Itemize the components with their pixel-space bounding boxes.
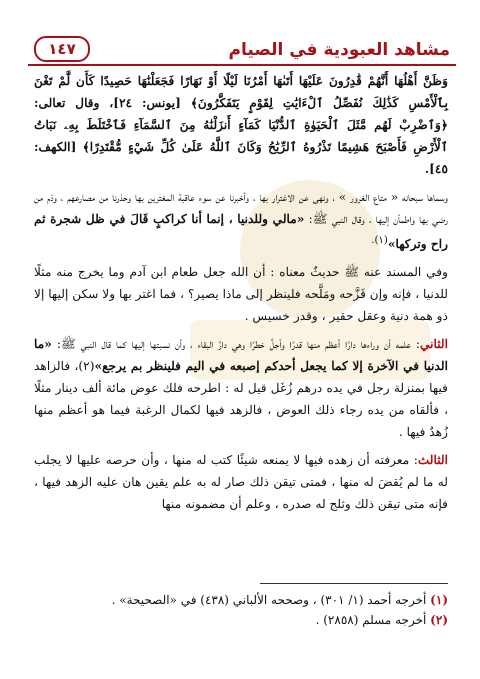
header-rule [28,64,456,66]
footnote-number: (٢) [430,613,448,627]
section-label-second: الثاني [419,337,448,352]
footnote-divider [260,583,448,584]
page-number: ١٤٧ [34,36,90,62]
footnote-2 [34,610,448,630]
footnote-number: (١) [430,593,448,607]
footnote-1 [34,590,448,610]
paragraph-second [34,333,448,443]
footnote-text: أخرجه أحمد (١/ ٣٠١) ، وصححه الألباني (٤٣٨) في «الصحيحة» . [111,593,427,607]
page-header [28,34,456,66]
paragraph-musnad [34,261,448,327]
paragraph-text: وفي المسند عنه ﷺ حديثٌ معناه : أن الله جعل طعام ابن آدم وما يخرج منه مثلًا للدنيا ، فإنه وإن قَزَّحه ومَلَّحه فلينظر إلى ماذا يصير؟ ، فما اغتر بها ولا سكن إليها إلا ذو همة دنية وعقل حقير ، وقدر خسيس . [34,265,448,324]
footnote-text: أخرجه مسلم (٢٨٥٨) . [315,613,427,627]
paragraph-third [34,449,448,515]
hadith-quote: «ما الدنيا في الآخرة إلا كما يجعل أحدكم إصبعه في اليم فلينظر بم يرجع» [34,337,448,374]
verse-text: وَظَنَّ أَهْلُهَا أَنَّهُمْ قَٰدِرُونَ عَلَيْهَا أَتَىٰهَا أَمْرُنَا لَيْلًا أَوْ نَهَارًا فَجَعَلْنَٰهَا حَصِيدًا كَأَن لَّمْ تَغْنَ بِٱلْأَمْسِ كَذَٰلِكَ نُفَصِّلُ ٱلْءَايَٰتِ لِقَوْمٍ يَتَفَكَّرُونَ﴾ [يونس: ٢٤]، وقال تعالى: ﴿وَٱضْرِبْ لَهُم مَّثَلَ ٱلْحَيَوٰةِ ٱلدُّنْيَا كَمَآءٍ أَنزَلْنَٰهُ مِنَ ٱلسَّمَآءِ فَٱخْتَلَطَ بِهِۦ نَبَاتُ ٱلْأَرْضِ فَأَصْبَحَ هَشِيمًا تَذْرُوهُ ٱلرِّيَٰحُ وَكَانَ ٱللَّهُ عَلَىٰ كُلِّ شَيْءٍ مُّقْتَدِرًا﴾ [الكهف: ٤٥]. [34,74,448,176]
paragraph-text: : علمه أن وراءها دارًا أعظم منها قدرًا وأجلَّ خطرًا وهي دارُ البقاء ، وأن نسبتها إليها كما قال النبي ﷺ: [51,337,420,352]
book-title: مشاهد العبودية في الصيام [228,40,450,60]
footnote-ref: (١). [371,235,388,246]
paragraph-dunya-names [34,186,448,255]
section-label-third: الثالث [417,453,448,468]
paragraph-text: : معرفته أن زهده فيها لا يمنعه شيئًا كتب له منها ، وأن حرصه عليها لا يجلب له ما لم يُقضَ له منها ، فمتى تيقن ذلك صار له به علم يقين هان عليه الزهد فيها ، فإنه متى تيقن ذلك وثلج له صدره ، وعلم أن مضمونه منها [34,453,448,512]
paragraph-text: (٢)، فالزاهد فيها بمنزلة رجل في يده درهم زُغَل قيل له : اطرحه فلك عوض مائة ألف دينار مثلًا ، فألقاه من يده رجاء ذلك العوض ، فالزهد فيها لكمال الرغبة فيما هو أعظم منها زُهدٌ فيها . [34,359,448,440]
footnotes [34,590,448,630]
hadith-quote: «مالي وللدنيا ، إنما أنا كراكبٍ قَالَ في ظل شجرة ثم راح وتركها» [34,212,448,252]
paragraph-quran-verses [34,70,448,180]
paragraph-text: وسماها سبحانه « متاع الغرور » ، ونهى عن الاغترار بها ، وأخبرنا عن سوء عاقبة المغترين بها وحذرنا من مصارعهم ، وذم من رضي بها واطمأن إليها ، وقال النبي ﷺ: [34,190,448,226]
main-text [34,70,448,521]
